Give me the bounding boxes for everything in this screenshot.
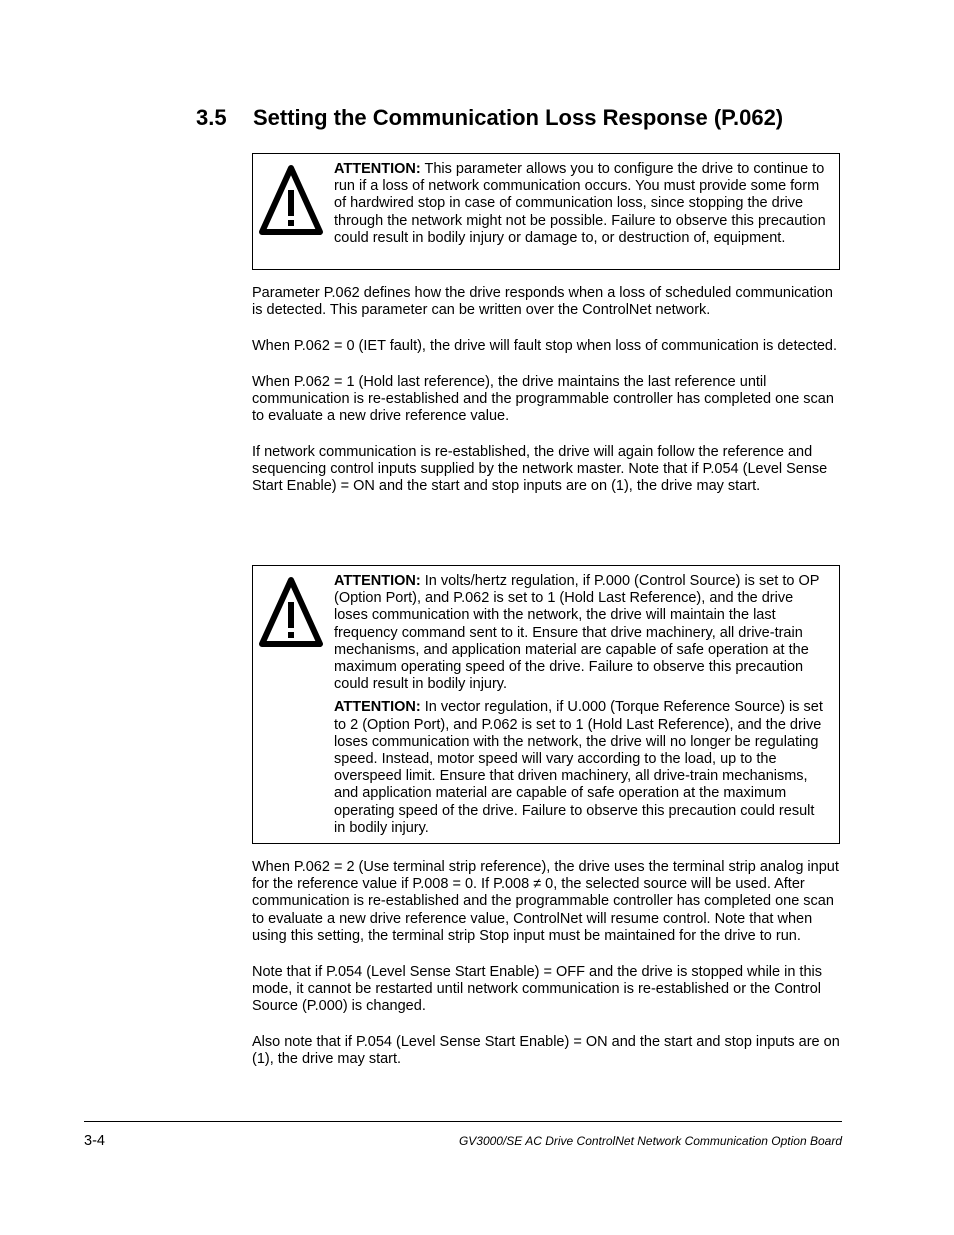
section-title: Setting the Communication Loss Response (P.062) (253, 105, 784, 130)
paragraph: Parameter P.062 defines how the drive responds when a loss of scheduled communication is detected. This parameter can be written over the ControlNet network. (252, 285, 833, 319)
body-section-1 (252, 285, 844, 514)
attention-label: ATTENTION: (334, 699, 421, 716)
paragraph: Note that if P.054 (Level Sense Start Enable) = OFF and the drive is stopped while in this mode, it cannot be restarted until network communication is re-established or the Control Source (P.000) is changed. (252, 963, 822, 1014)
paragraph: Also note that if P.054 (Level Sense Start Enable) = ON and the start and stop inputs are on (1), the drive may start. (252, 1033, 840, 1067)
page-number: 3-4 (84, 1133, 105, 1149)
paragraph: When P.062 = 2 (Use terminal strip reference), the drive uses the terminal strip analog input for the reference value if P.008 = 0. If P.008 ≠ 0, the selected source will be used. After communication is re-established and the programmable controller has completed one scan to evaluate a new drive reference value, ControlNet will resume control. Note that when using this setting, the terminal strip Stop input must be maintained for the drive to run. (252, 859, 839, 944)
attention-text-2 (334, 573, 826, 843)
warning-triangle-icon (258, 574, 324, 650)
attention-body: In volts/hertz regulation, if P.000 (Control Source) is set to OP (Option Port), and P.062 is set to 1 (Hold Last Reference), and the drive loses communication with the network, the drive will maintain the last frequency command sent to it. Ensure that drive machinery, all drive-train mechanisms, and application material are capable of safe operation at the maximum operating speed of the drive. Failure to observe this precaution could result in bodily injury. (334, 573, 820, 693)
paragraph: If network communication is re-established, the drive will again follow the reference and sequencing control inputs supplied by the network master. Note that if P.054 (Level Sense Start Enable) = ON and the start and stop inputs are on (1), the drive may start. (252, 443, 828, 495)
body-section-2 (252, 859, 844, 1087)
footer-divider (84, 1121, 842, 1122)
attention-label: ATTENTION: (334, 573, 421, 589)
attention-label: ATTENTION: (334, 161, 421, 177)
footer-title: GV3000/SE AC Drive ControlNet Network Communication Option Board (458, 1134, 842, 1148)
paragraph: When P.062 = 0 (IET fault), the drive will fault stop when loss of communication is detected. (252, 337, 837, 354)
attention-body: This parameter allows you to configure the drive to continue to run if a loss of network communication occurs. You must provide some form of hardwired stop in case of communication loss, since stopping the drive through the network might not be possible. Failure to observe this precaution could result in bodily injury or damage to, or destruction of, equipment. (334, 161, 826, 246)
attention-text-1 (334, 161, 826, 253)
section-heading (196, 105, 783, 131)
paragraph: When P.062 = 1 (Hold last reference), the drive maintains the last reference until communication is re-established and the programmable controller has completed one scan to evaluate a new drive reference value. (252, 373, 834, 425)
warning-triangle-icon (258, 162, 324, 238)
section-number: 3.5 (196, 105, 227, 130)
attention-box-1 (252, 153, 840, 270)
attention-body: In vector regulation, if U.000 (Torque Reference Source) is set to 2 (Option Port), and P.062 is set to 1 (Hold Last Reference), and the drive loses communication with the network, the drive will no longer be regulating speed. Instead, motor speed will vary according to the load, up to the overspeed limit. Ensure that driven machinery, all drive-train mechanisms, and application material are capable of safe operation at the maximum operating speed of the drive. Failure to observe this precaution could result in bodily injury. (334, 699, 823, 836)
attention-box-2 (252, 565, 840, 844)
